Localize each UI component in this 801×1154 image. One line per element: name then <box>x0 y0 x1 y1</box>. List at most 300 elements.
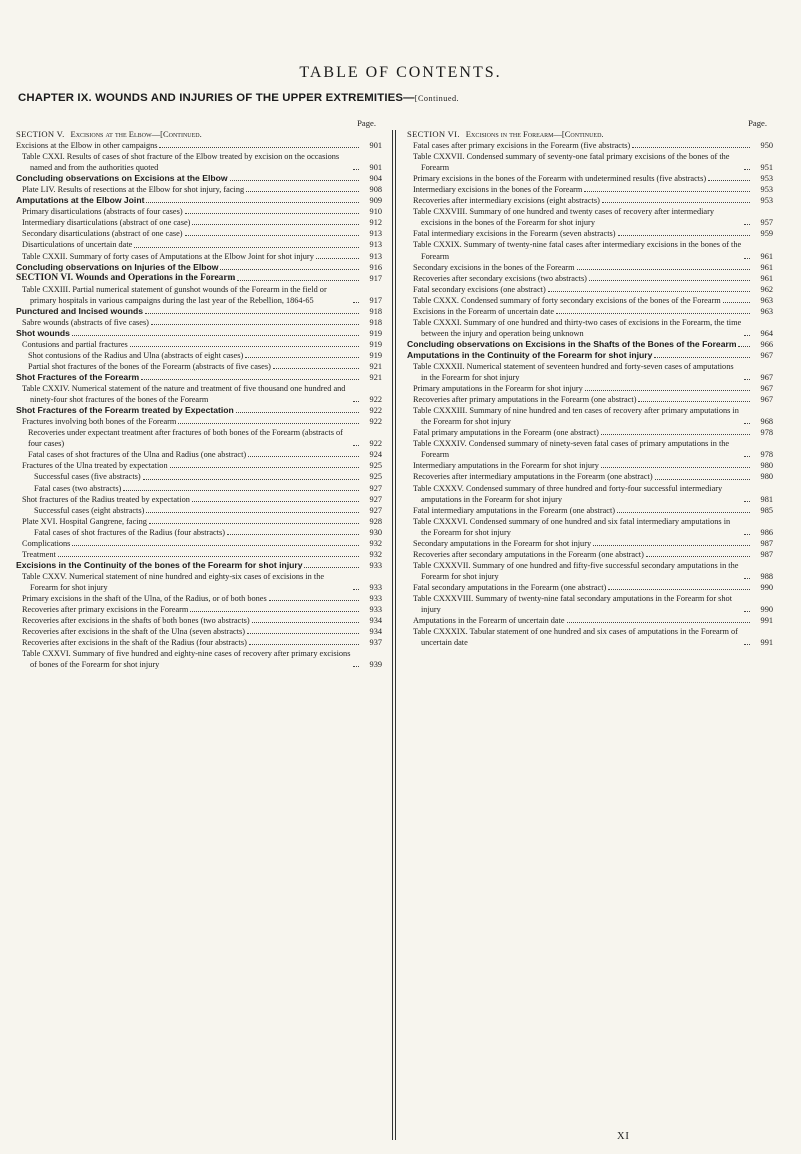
toc-entry[interactable] <box>16 648 382 670</box>
dot-leader <box>723 302 750 303</box>
toc-entry-page: 919 <box>369 350 382 360</box>
toc-entry[interactable] <box>407 483 773 505</box>
dot-leader <box>744 423 750 424</box>
toc-entry-page: 991 <box>760 638 773 648</box>
toc-entry-text: Shot fractures of the Radius treated by expectation <box>22 494 190 504</box>
toc-entry[interactable] <box>407 593 773 615</box>
dot-leader <box>353 401 359 402</box>
toc-entry-text: Plate XVI. Hospital Gangrene, facing <box>22 516 147 526</box>
toc-entry[interactable] <box>16 173 382 184</box>
toc-entry[interactable] <box>16 339 382 350</box>
toc-entry-text: Concluding observations on Excisions at the Elbow <box>16 173 228 184</box>
toc-entry-page: 963 <box>760 295 773 305</box>
toc-entry-page: 937 <box>369 638 382 648</box>
toc-entry-page: 917 <box>369 295 382 305</box>
dot-leader <box>744 169 750 170</box>
toc-entry-page: 919 <box>369 339 382 349</box>
dot-leader <box>185 213 359 214</box>
dot-leader <box>134 247 359 248</box>
dot-leader <box>593 545 750 546</box>
toc-entry-text: Table CXXXIII. Summary of nine hundred and ten cases of recovery after primary amputations in the Forearm for shot injury <box>413 406 739 427</box>
toc-entry-text: Plate LIV. Results of resections at the Elbow for shot injury, facing <box>22 185 245 195</box>
toc-entry-page: 934 <box>369 627 382 637</box>
dot-leader <box>227 534 359 535</box>
toc-entry[interactable] <box>407 505 773 516</box>
toc-entry[interactable] <box>16 328 382 339</box>
dot-leader <box>143 479 359 480</box>
toc-entry-text: Shot Fractures of the Forearm treated by Expectation <box>16 405 234 416</box>
toc-entry-page: 988 <box>760 571 773 581</box>
dot-leader <box>246 191 359 192</box>
toc-entry[interactable] <box>16 449 382 460</box>
dot-leader <box>577 269 750 270</box>
toc-entry-text: Table CXXV. Numerical statement of nine hundred and eighty-six cases of excisions in the Forearm for shot injury <box>22 571 325 592</box>
dot-leader <box>738 346 750 347</box>
toc-entry[interactable] <box>16 372 382 383</box>
toc-entry[interactable] <box>16 317 382 328</box>
toc-entry-page: 986 <box>760 527 773 537</box>
toc-entry-text: Fatal cases of shot fractures of the Radius (four abstracts) <box>34 527 225 537</box>
toc-entry-page: 927 <box>369 494 382 504</box>
toc-entry-page: 921 <box>369 373 382 383</box>
toc-entry-page: 961 <box>760 251 773 261</box>
toc-entry[interactable] <box>407 184 773 195</box>
toc-entry[interactable] <box>16 527 382 538</box>
toc-entry[interactable] <box>16 262 382 273</box>
toc-entry-text: Primary excisions in the shaft of the Ulna, of the Radius, or of both bones <box>22 593 267 603</box>
dot-leader <box>654 357 750 358</box>
toc-entry-text: Table CXXII. Summary of forty cases of Amputations at the Elbow Joint for shot injury <box>22 251 314 261</box>
toc-entry-page: 933 <box>369 593 382 603</box>
toc-entry-page: 985 <box>760 505 773 515</box>
toc-entry-page: 978 <box>760 450 773 460</box>
toc-entry-page: 978 <box>760 428 773 438</box>
toc-entry-text: Contusions and partial fractures <box>22 339 128 349</box>
toc-entry-text: Shot contusions of the Radius and Ulna (abstracts of eight cases) <box>28 350 244 360</box>
toc-entry-page: 925 <box>369 472 382 482</box>
toc-entry-page: 932 <box>369 549 382 559</box>
dot-leader <box>618 235 750 236</box>
dot-leader <box>608 589 750 590</box>
toc-entry-page: 925 <box>369 461 382 471</box>
dot-leader <box>58 556 359 557</box>
dot-leader <box>744 534 750 535</box>
toc-entry[interactable] <box>407 383 773 394</box>
toc-entry-text: Recoveries under expectant treatment after fractures of both bones of the Forearm (abstracts of four cases) <box>28 428 343 449</box>
toc-entry-page: 913 <box>369 240 382 250</box>
dot-leader <box>145 313 359 314</box>
toc-entry-text: Recoveries after primary amputations in the Forearm (one abstract) <box>413 395 637 405</box>
entry-list <box>16 140 382 670</box>
dot-leader <box>170 467 359 468</box>
toc-entry-page: 981 <box>760 494 773 504</box>
toc-entry[interactable] <box>407 361 773 383</box>
chapter-heading <box>18 92 788 104</box>
dot-leader <box>123 490 359 491</box>
toc-entry[interactable] <box>16 239 382 250</box>
toc-entry-page: 930 <box>369 527 382 537</box>
toc-entry-page: 950 <box>760 141 773 151</box>
dot-leader <box>230 180 359 181</box>
toc-entry-text: Table CXXIX. Summary of twenty-nine fatal cases after intermediary excisions in the bones of the Forearm <box>413 240 742 261</box>
toc-entry-page: 933 <box>369 605 382 615</box>
toc-entry[interactable] <box>16 571 382 593</box>
toc-entry-text: Fatal intermediary excisions in the Forearm (seven abstracts) <box>413 229 616 239</box>
toc-entry-text: Table CXXIV. Numerical statement of the nature and treatment of five thousand one hundred and ninety-four shot fractures of the bones of the Forearm <box>22 384 346 405</box>
toc-entry-text: Intermediary amputations in the Forearm for shot injury <box>413 461 599 471</box>
toc-entry[interactable] <box>16 460 382 471</box>
dot-leader <box>744 224 750 225</box>
toc-entry[interactable] <box>407 284 773 295</box>
toc-entry-text: Recoveries after secondary excisions (two abstracts) <box>413 273 587 283</box>
section-number: SECTION VI. <box>407 129 460 139</box>
dot-leader <box>190 611 359 612</box>
dot-leader <box>744 644 750 645</box>
toc-entry-page: 904 <box>369 174 382 184</box>
dot-leader <box>248 456 359 457</box>
toc-entry-text: Recoveries after primary excisions in the Forearm <box>22 605 189 615</box>
toc-entry[interactable] <box>16 549 382 560</box>
dot-leader <box>247 633 359 634</box>
column-divider <box>395 130 396 1140</box>
toc-entry-page: 962 <box>760 284 773 294</box>
dot-leader <box>130 346 359 347</box>
dot-leader <box>72 335 359 336</box>
dot-leader <box>185 235 359 236</box>
chapter-heading-text: CHAPTER IX. WOUNDS AND INJURIES OF THE UPPER EXTREMITIES— <box>18 92 415 104</box>
dot-leader <box>304 567 359 568</box>
toc-entry-text: Table CXXI. Results of cases of shot fracture of the Elbow treated by excision on the occasions named and from the authorities quoted <box>22 152 340 173</box>
toc-entry[interactable] <box>16 350 382 361</box>
toc-entry-text: Successful cases (eight abstracts) <box>34 505 145 515</box>
toc-entry[interactable] <box>407 295 773 306</box>
toc-entry-page: 968 <box>760 417 773 427</box>
toc-entry-text: Fatal primary amputations in the Forearm (one abstract) <box>413 428 599 438</box>
dot-leader <box>141 379 359 380</box>
toc-entry-text: Intermediary disarticulations (abstract of one case) <box>22 218 191 228</box>
toc-entry-text: Fatal cases (two abstracts) <box>34 483 122 493</box>
dot-leader <box>245 357 359 358</box>
toc-entry-text: Concluding observations on Excisions in the Shafts of the Bones of the Forearm <box>407 338 737 349</box>
dot-leader <box>72 545 359 546</box>
toc-entry-text: Recoveries after secondary amputations in the Forearm (one abstract) <box>413 549 644 559</box>
toc-entry[interactable] <box>407 560 773 582</box>
dot-leader <box>353 302 359 303</box>
toc-entry[interactable] <box>407 405 773 427</box>
toc-entry[interactable] <box>407 582 773 593</box>
toc-entry[interactable] <box>407 549 773 560</box>
dot-leader <box>567 622 750 623</box>
dot-leader <box>708 180 750 181</box>
section-header <box>407 129 773 140</box>
toc-entry-page: 922 <box>369 417 382 427</box>
dot-leader <box>252 622 359 623</box>
toc-entry[interactable] <box>16 184 382 195</box>
toc-entry-page: 980 <box>760 461 773 471</box>
toc-entry-page: 953 <box>760 174 773 184</box>
toc-entry[interactable] <box>16 306 382 317</box>
toc-entry-text: Sabre wounds (abstracts of five cases) <box>22 317 149 327</box>
toc-entry[interactable] <box>16 626 382 637</box>
dot-leader <box>269 600 359 601</box>
toc-entry-text: Recoveries after intermediary amputations in the Forearm (one abstract) <box>413 472 653 482</box>
toc-entry-page: 957 <box>760 218 773 228</box>
dot-leader <box>353 445 359 446</box>
toc-entry-page: 934 <box>369 616 382 626</box>
toc-entry-text: Amputations in the Forearm of uncertain date <box>413 616 565 626</box>
toc-entry-page: 967 <box>760 350 773 360</box>
toc-entry-text: Table CXXXV. Condensed summary of three hundred and forty-four successful intermediary amputations in the Forearm for shot injury <box>413 483 723 504</box>
toc-entry-text: Fatal intermediary amputations in the Forearm (one abstract) <box>413 505 616 515</box>
toc-entry[interactable] <box>407 350 773 361</box>
toc-entry-text: Partial shot fractures of the bones of the Forearm (abstracts of five cases) <box>28 361 271 371</box>
toc-entry-text: Recoveries after intermediary excisions (eight abstracts) <box>413 196 600 206</box>
page-title: TABLE OF CONTENTS. <box>299 64 502 81</box>
toc-entry[interactable] <box>16 505 382 516</box>
toc-entry-page: 901 <box>369 141 382 151</box>
toc-entry-page: 933 <box>369 582 382 592</box>
toc-entry-text: Fractures involving both bones of the Forearm <box>22 417 177 427</box>
chapter-continued: [Continued. <box>414 94 460 103</box>
toc-entry[interactable] <box>407 460 773 471</box>
dot-leader <box>584 191 750 192</box>
toc-entry-page: 967 <box>760 384 773 394</box>
toc-entry-text: Secondary disarticulations (abstract of one case) <box>22 229 183 239</box>
dot-leader <box>602 202 750 203</box>
toc-entry[interactable] <box>407 394 773 405</box>
toc-entry[interactable] <box>407 516 773 538</box>
toc-entry[interactable] <box>407 140 773 151</box>
dot-leader <box>149 523 359 524</box>
toc-entry[interactable] <box>16 284 382 306</box>
toc-entry[interactable] <box>16 494 382 505</box>
toc-entry-text: Table CXXXIV. Condensed summary of ninety-seven fatal cases of primary amputations in the Forearm <box>413 439 730 460</box>
toc-entry[interactable] <box>16 140 382 151</box>
toc-entry-text: Excisions in the Forearm of uncertain date <box>413 306 555 316</box>
dot-leader <box>744 578 750 579</box>
toc-entry-text: Fatal secondary excisions (one abstract) <box>413 284 546 294</box>
page-label: Page. <box>357 118 376 128</box>
dot-leader <box>192 224 359 225</box>
toc-entry[interactable] <box>407 471 773 482</box>
left-column <box>16 118 382 670</box>
dot-leader <box>744 335 750 336</box>
toc-entry-page: 919 <box>369 328 382 338</box>
right-column <box>407 118 773 648</box>
toc-entry[interactable] <box>407 195 773 206</box>
toc-entry[interactable] <box>16 483 382 494</box>
toc-entry-page: 964 <box>760 328 773 338</box>
dot-leader <box>632 147 750 148</box>
dot-leader <box>646 556 750 557</box>
toc-entry-text: Excisions at the Elbow in other campaigns <box>16 141 158 151</box>
toc-entry-text: Table CXXXVII. Summary of one hundred and fifty-five successful secondary amputations in the Forearm for shot injury <box>413 560 739 581</box>
toc-entry-text: Disarticulations of uncertain date <box>22 240 133 250</box>
toc-entry-text: Fractures of the Ulna treated by expectation <box>22 461 168 471</box>
toc-entry-text: Table CXXXVI. Condensed summary of one hundred and six fatal intermediary amputations in the Forearm for shot injury <box>413 516 731 537</box>
section-number: SECTION V. <box>16 129 65 139</box>
toc-entry-text: Excisions in the Continuity of the bones of the Forearm for shot injury <box>16 559 303 570</box>
toc-entry-text: Recoveries after excisions in the shaft of the Ulna (seven abstracts) <box>22 627 246 637</box>
toc-entry[interactable] <box>407 173 773 184</box>
toc-entry[interactable] <box>407 228 773 239</box>
toc-entry[interactable] <box>16 206 382 217</box>
dot-leader <box>589 280 750 281</box>
toc-entry-page: 927 <box>369 483 382 493</box>
toc-entry-page: 951 <box>760 163 773 173</box>
toc-entry-text: Table CXXXI. Summary of one hundred and thirty-two cases of excisions in the Forearm, the time between the injury and operation being unknown <box>413 317 742 338</box>
section-header <box>16 129 382 140</box>
toc-entry-text: Table CXXVII. Condensed summary of seventy-one fatal primary excisions of the bones of the Forearm <box>413 152 730 173</box>
toc-entry-text: Table CXXXVIII. Summary of twenty-nine fatal secondary amputations in the Forearm for shot injury <box>413 593 732 615</box>
dot-leader <box>178 423 359 424</box>
toc-entry[interactable] <box>407 151 773 173</box>
toc-entry-text: Fatal cases of shot fractures of the Ulna and Radius (one abstract) <box>28 450 247 460</box>
toc-entry[interactable] <box>407 438 773 460</box>
toc-entry[interactable] <box>16 228 382 239</box>
toc-entry-text: Table CXXIII. Partial numerical statement of gunshot wounds of the Forearm in the field or primary hospitals in various campaigns during the last year of the Rebellion, 1864-65 <box>22 284 327 305</box>
dot-leader <box>744 456 750 457</box>
dot-leader <box>237 280 359 281</box>
toc-entry-text: Shot wounds <box>16 327 70 338</box>
dot-leader <box>556 313 750 314</box>
dot-leader <box>655 479 750 480</box>
toc-entry-page: 953 <box>760 196 773 206</box>
toc-entry[interactable] <box>16 195 382 206</box>
column-divider <box>392 130 393 1140</box>
toc-entry-text: Recoveries after excisions in the shafts of both bones (two abstracts) <box>22 616 250 626</box>
dot-leader <box>159 147 359 148</box>
toc-entry-text: Amputations at the Elbow Joint <box>16 195 145 206</box>
toc-entry-page: 990 <box>760 582 773 592</box>
toc-entry-text: Table CXXXII. Numerical statement of seventeen hundred and forty-seven cases of amputations in the Forearm for shot injury <box>413 361 734 383</box>
toc-entry-text: Secondary excisions in the bones of the Forearm <box>413 262 575 272</box>
toc-entry-page: 963 <box>760 306 773 316</box>
toc-entry-page: 922 <box>369 439 382 449</box>
toc-entry[interactable] <box>16 405 382 416</box>
dot-leader <box>601 467 750 468</box>
toc-entry-text: Concluding observations on Injuries of the Elbow <box>16 261 219 272</box>
toc-entry[interactable] <box>407 427 773 438</box>
toc-entry-page: 967 <box>760 395 773 405</box>
toc-entry[interactable] <box>16 383 382 405</box>
dot-leader <box>353 666 359 667</box>
dot-leader <box>548 291 750 292</box>
toc-entry[interactable] <box>16 637 382 648</box>
toc-entry[interactable] <box>16 251 382 262</box>
toc-entry[interactable] <box>16 604 382 615</box>
dot-leader <box>151 324 359 325</box>
toc-entry[interactable] <box>407 306 773 317</box>
toc-entry-page: 909 <box>369 196 382 206</box>
dot-leader <box>146 202 359 203</box>
toc-entry[interactable] <box>407 317 773 339</box>
toc-entry-text: Secondary amputations in the Forearm for shot injury <box>413 538 592 548</box>
entry-list <box>407 140 773 648</box>
dot-leader <box>638 401 750 402</box>
toc-entry[interactable] <box>407 262 773 273</box>
toc-entry-page: 908 <box>369 185 382 195</box>
toc-entry-text: Primary disarticulations (abstracts of four cases) <box>22 207 183 217</box>
toc-entry-text: Recoveries after excisions in the shaft of the Radius (four abstracts) <box>22 638 247 648</box>
toc-entry[interactable] <box>16 471 382 482</box>
toc-entry-page: 961 <box>760 273 773 283</box>
toc-entry-text: Punctured and Incised wounds <box>16 305 144 316</box>
toc-entry-page: 933 <box>369 560 382 570</box>
toc-entry-text: Intermediary excisions in the bones of the Forearm <box>413 185 583 195</box>
toc-entry-page: 921 <box>369 361 382 371</box>
dot-leader <box>316 258 359 259</box>
toc-entry-page: 927 <box>369 505 382 515</box>
toc-entry-text: Successful cases (five abstracts) <box>34 472 141 482</box>
toc-entry-page: 901 <box>369 163 382 173</box>
toc-entry-page: 924 <box>369 450 382 460</box>
toc-entry-page: 928 <box>369 516 382 526</box>
dot-leader <box>353 169 359 170</box>
toc-entry[interactable] <box>16 516 382 527</box>
toc-entry[interactable] <box>407 273 773 284</box>
toc-entry[interactable] <box>16 615 382 626</box>
toc-entry[interactable] <box>16 217 382 228</box>
toc-entry-text: Fatal secondary amputations in the Forearm (one abstract) <box>413 582 607 592</box>
toc-entry-page: 922 <box>369 406 382 416</box>
toc-entry[interactable] <box>407 239 773 261</box>
toc-entry-page: 917 <box>369 273 382 283</box>
toc-entry[interactable] <box>407 538 773 549</box>
toc-entry-page: 961 <box>760 262 773 272</box>
toc-entry[interactable] <box>16 560 382 571</box>
toc-entry[interactable] <box>407 615 773 626</box>
toc-entry[interactable] <box>16 416 382 427</box>
toc-entry-page: 916 <box>369 262 382 272</box>
toc-entry-text: Table CXXXIX. Tabular statement of one hundred and six cases of amputations in the Forearm of uncertain date <box>413 627 738 648</box>
toc-entry-page: 990 <box>760 605 773 615</box>
toc-entry-text: Primary excisions in the bones of the Forearm with undetermined results (five abstracts) <box>413 174 707 184</box>
toc-entry-text: SECTION VI. Wounds and Operations in the Forearm <box>16 272 236 283</box>
dot-leader <box>236 412 359 413</box>
toc-entry-text: Shot Fractures of the Forearm <box>16 372 140 383</box>
dot-leader <box>249 644 359 645</box>
toc-entry-text: Complications <box>22 538 71 548</box>
toc-entry-text: Fatal cases after primary excisions in the Forearm (five abstracts) <box>413 141 631 151</box>
toc-entry[interactable] <box>407 206 773 228</box>
dot-leader <box>744 379 750 380</box>
toc-entry-page: 932 <box>369 538 382 548</box>
toc-entry[interactable] <box>407 626 773 648</box>
page-folio: XI <box>617 1131 630 1142</box>
toc-entry[interactable] <box>16 427 382 449</box>
dot-leader <box>744 258 750 259</box>
toc-entry-page: 980 <box>760 472 773 482</box>
dot-leader <box>744 501 750 502</box>
toc-entry-page: 967 <box>760 373 773 383</box>
toc-entry[interactable] <box>16 151 382 173</box>
dot-leader <box>585 390 750 391</box>
toc-entry-page: 991 <box>760 616 773 626</box>
dot-leader <box>146 512 359 513</box>
toc-entry[interactable] <box>407 339 773 350</box>
toc-entry-page: 912 <box>369 218 382 228</box>
toc-entry-page: 913 <box>369 229 382 239</box>
page-label: Page. <box>748 118 767 128</box>
dot-leader <box>601 434 750 435</box>
toc-entry-page: 987 <box>760 549 773 559</box>
toc-entry[interactable] <box>16 538 382 549</box>
toc-entry[interactable] <box>16 273 382 284</box>
toc-entry[interactable] <box>16 361 382 372</box>
section-title: Excisions in the Forearm—[Continued. <box>465 129 604 139</box>
toc-entry[interactable] <box>16 593 382 604</box>
